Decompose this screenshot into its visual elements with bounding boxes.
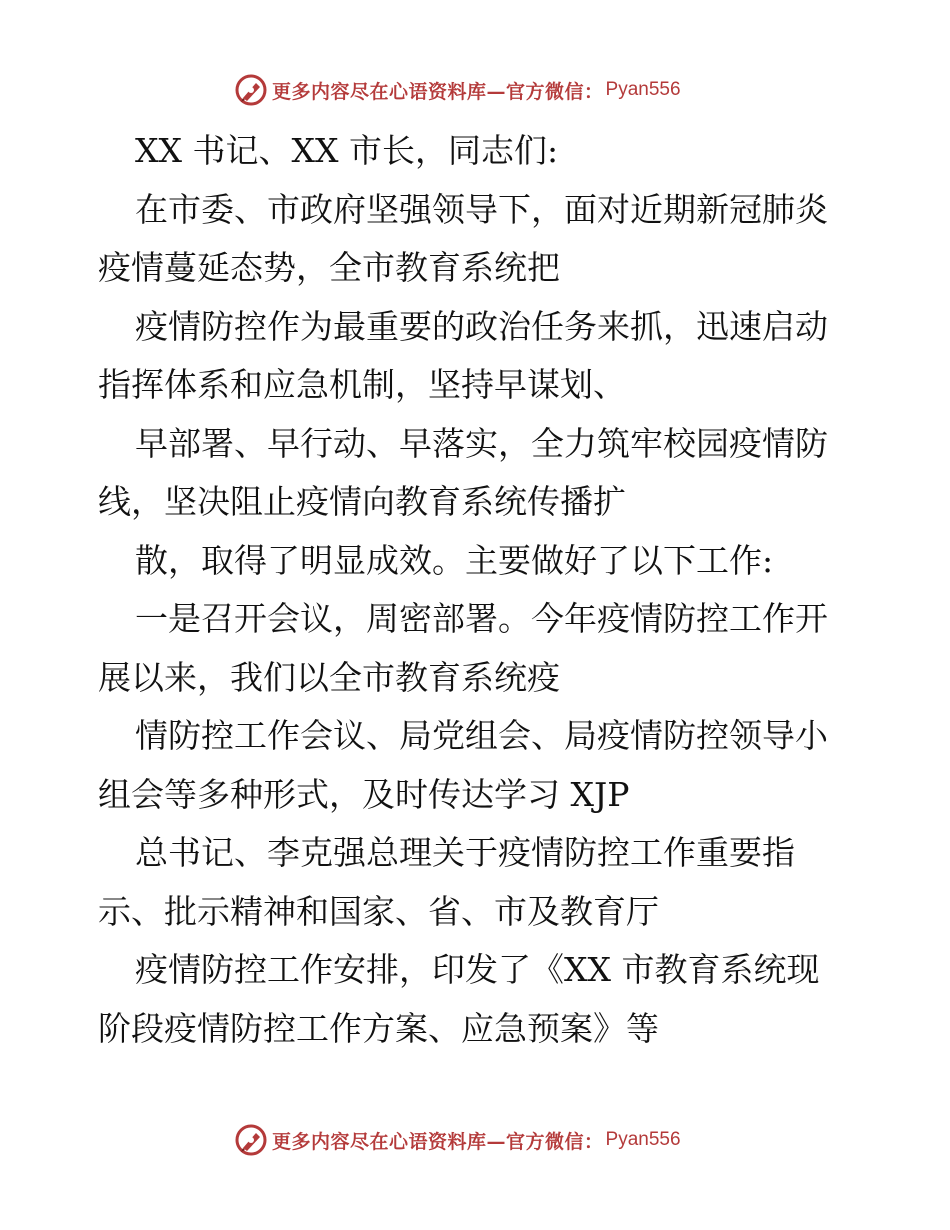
paragraph-line: 疫情防控工作安排，印发了《XX 市教育系统现: [135, 950, 820, 989]
pen-logo-icon: [234, 1123, 268, 1157]
paragraph-line: 疫情防控作为最重要的政治任务来抓，迅速启动: [135, 306, 828, 346]
paragraph-line: 组会等多种形式，及时传达学习 XJP: [98, 774, 630, 814]
paragraph-line: 散，取得了明显成效。主要做好了以下工作:: [135, 540, 774, 580]
paragraph-line: 展以来，我们以全市教育系统疫: [98, 657, 560, 697]
header-watermark-banner: [234, 72, 681, 108]
paragraph-line: 指挥体系和应急机制，坚持早谋划、: [98, 365, 626, 404]
wechat-id: Pyan556: [605, 79, 681, 100]
paragraph-line: 一是召开会议，周密部署。今年疫情防控工作开: [135, 599, 828, 638]
watermark-text: 更多内容尽在心语资料库—官方微信：: [272, 80, 604, 103]
document-body: [98, 122, 858, 1058]
paragraph-line: 情防控工作会议、局党组会、局疫情防控领导小: [135, 716, 828, 755]
paragraph-line: 示、批示精神和国家、省、市及教育厅: [98, 891, 659, 931]
paragraph-line: 线，坚决阻止疫情向教育系统传播扩: [98, 482, 626, 521]
paragraph-line: 阶段疫情防控工作方案、应急预案》等: [98, 1008, 659, 1048]
paragraph-line: 总书记、李克强总理关于疫情防控工作重要指: [135, 833, 795, 872]
watermark-text: 更多内容尽在心语资料库—官方微信：: [272, 1130, 604, 1153]
paragraph-line: 早部署、早行动、早落实，全力筑牢校园疫情防: [135, 423, 828, 463]
paragraph-line: 疫情蔓延态势，全市教育系统把: [98, 248, 560, 287]
pen-logo-icon: [234, 73, 268, 107]
paragraph-line: 在市委、市政府坚强领导下，面对近期新冠肺炎: [135, 189, 828, 229]
footer-watermark-banner: [234, 1122, 681, 1158]
paragraph-line: XX 书记、XX 市长，同志们:: [135, 131, 559, 170]
wechat-id: Pyan556: [605, 1129, 681, 1150]
